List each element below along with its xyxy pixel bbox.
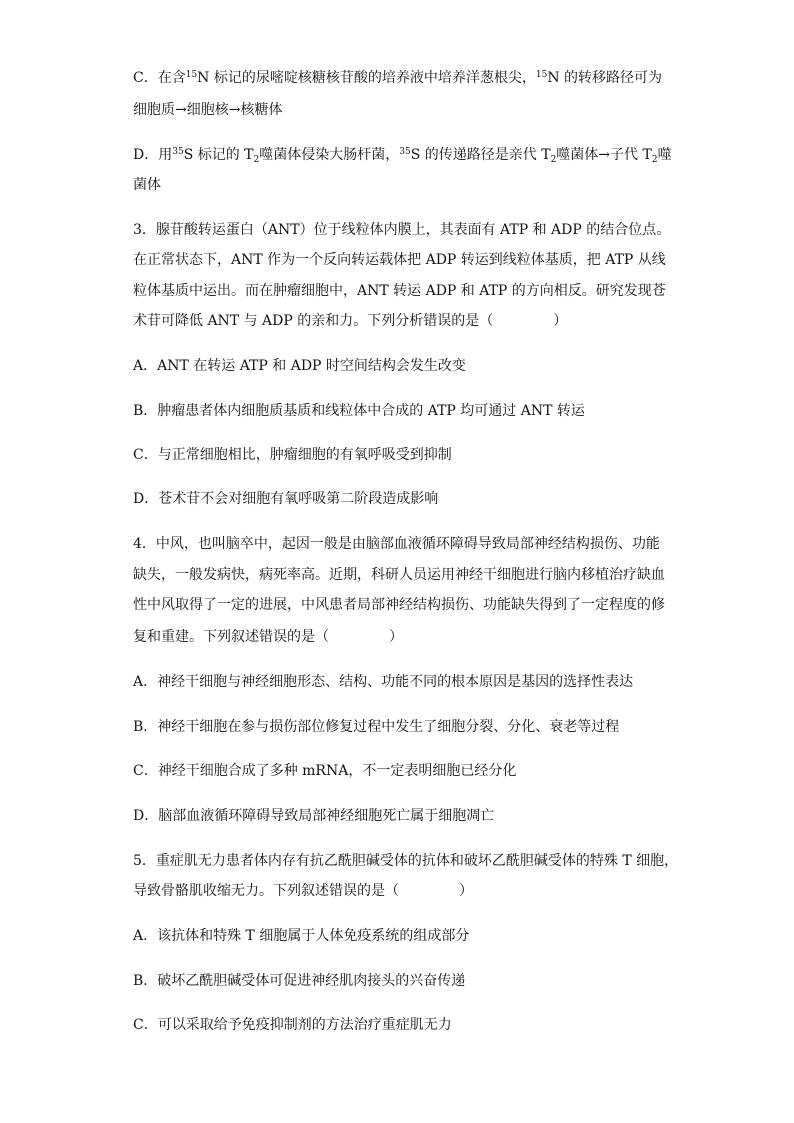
- q5-option-a: A．该抗体和特殊 T 细胞属于人体免疫系统的组成部分: [133, 928, 470, 944]
- q4-option-a: A．神经干细胞与神经细胞形态、结构、功能不同的根本原因是基因的选择性表达: [133, 674, 634, 690]
- q3-stem-line2: 在正常状态下，ANT 作为一个反向转运载体把 ADP 转运到线粒体基质，把 ATP 从线: [133, 252, 666, 268]
- q3-stem-line4: 术苷可降低 ANT 与 ADP 的亲和力。下列分析错误的是（ ）: [133, 313, 568, 329]
- q2-option-c-line1: C．在含$^{15}$N 标记的尿嘧啶核糖核苷酸的培养液中培养洋葱根尖，$^{15}$N 的转移路径可为: [133, 70, 663, 86]
- q3-option-a: A．ANT 在转运 ATP 和 ADP 时空间结构会发生改变: [133, 358, 466, 374]
- q4-stem-line4: 复和重建。下列叙述错误的是（ ）: [133, 629, 403, 645]
- q3-stem-line1: 3．腺苷酸转运蛋白（ANT）位于线粒体内膜上，其表面有 ATP 和 ADP 的结合位点。: [133, 222, 671, 238]
- q2-option-d-line1: D．用$^{35}$S 标记的 $T_2$噬菌体侵染大肠杆菌，$^{35}$S 的传递路径是亲代 $T_2$噬菌体→子代 $T_2$噬: [133, 147, 672, 165]
- q4-stem-line2: 缺失，一般发病快，病死率高。近期，科研人员运用神经干细胞进行脑内移植治疗缺血: [133, 567, 665, 583]
- q4-option-d: D．脑部血液循环障碍导致局部神经细胞死亡属于细胞凋亡: [133, 808, 495, 824]
- q2-option-c-line2: 细胞质→细胞核→核糖体: [133, 102, 283, 118]
- q3-option-d: D．苍术苷不会对细胞有氧呼吸第二阶段造成影响: [133, 491, 439, 507]
- q2-option-d-line2: 菌体: [133, 177, 161, 193]
- q3-option-c: C．与正常细胞相比，肿瘤细胞的有氧呼吸受到抑制: [133, 447, 452, 463]
- q3-option-b: B．肿瘤患者体内细胞质基质和线粒体中合成的 ATP 均可通过 ANT 转运: [133, 403, 585, 419]
- q4-stem-line3: 性中风取得了一定的进展，中风患者局部神经结构损伤、功能缺失得到了一定程度的修: [133, 597, 665, 613]
- q5-stem-line2: 导致骨骼肌收缩无力。下列叙述错误的是（ ）: [133, 883, 473, 899]
- q5-stem-line1: 5．重症肌无力患者体内存有抗乙酰胆碱受体的抗体和破坏乙酰胆碱受体的特殊 T 细胞，: [133, 853, 679, 869]
- q3-stem-line3: 粒体基质中运出。而在肿瘤细胞中，ANT 转运 ADP 和 ATP 的方向相反。研究发现苍: [133, 283, 666, 299]
- q4-option-c: C．神经干细胞合成了多种 mRNA，不一定表明细胞已经分化: [133, 763, 517, 779]
- q5-option-b: B．破坏乙酰胆碱受体可促进神经肌肉接头的兴奋传递: [133, 973, 466, 989]
- q4-option-b: B．神经干细胞在参与损伤部位修复过程中发生了细胞分裂、分化、衰老等过程: [133, 719, 620, 735]
- q4-stem-line1: 4．中风，也叫脑卒中，起因一般是由脑部血液循环障碍导致局部神经结构损伤、功能: [133, 536, 660, 552]
- q5-option-c: C．可以采取给予免疫抑制剂的方法治疗重症肌无力: [133, 1017, 452, 1033]
